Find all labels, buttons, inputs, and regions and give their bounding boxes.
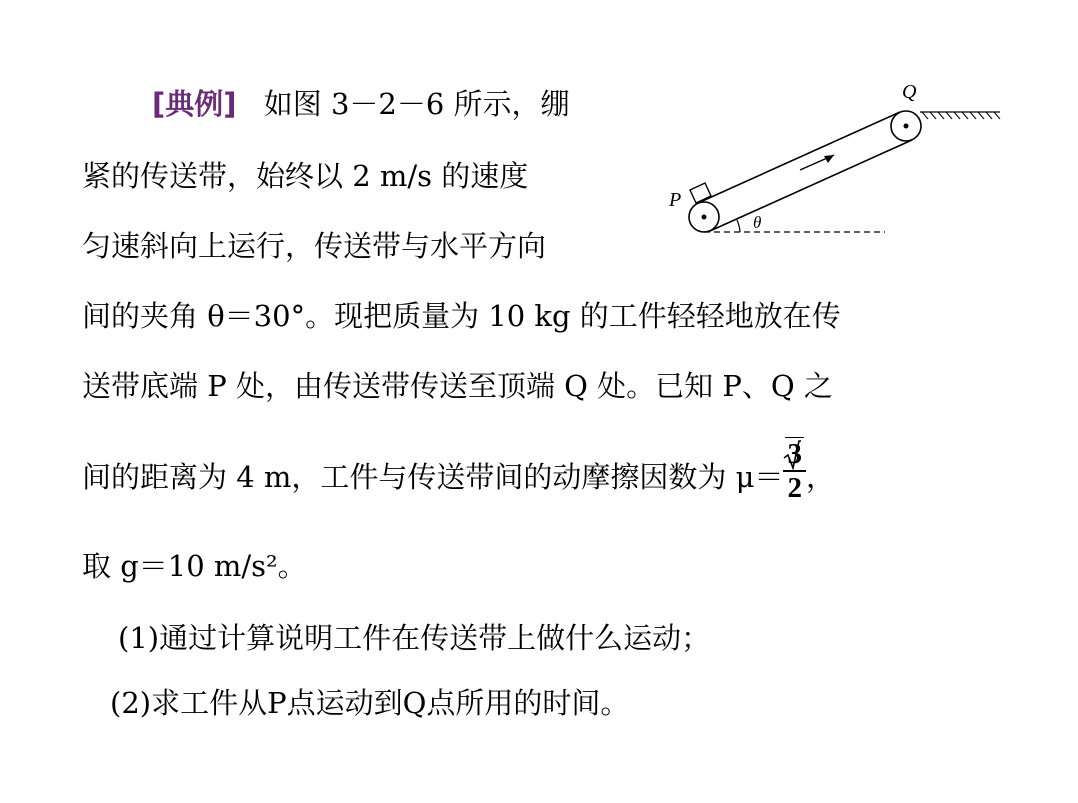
label-p: P: [669, 189, 682, 211]
mu-numerator: 3: [783, 438, 806, 470]
mu-denominator: 2: [783, 470, 806, 504]
friction-text: 间的距离为 4 m，工件与传送带间的动摩擦因数为 μ＝: [82, 460, 784, 494]
problem-intro-line-2: 紧的传送带，始终以 2 m/s 的速度: [82, 159, 529, 193]
problem-intro-line-3: 匀速斜向上运行，传送带与水平方向: [82, 229, 547, 263]
angle-arc: [737, 220, 740, 232]
intro-text-1: 如图 3－2－6 所示，绷: [263, 87, 570, 121]
question-2: (2)求工件从P点运动到Q点所用的时间。: [110, 686, 630, 720]
line6-end: ，: [805, 460, 835, 494]
problem-intro-line-5: 送带底端 P 处，由传送带传送至顶端 Q 处。已知 P、Q 之: [82, 369, 833, 403]
problem-intro-line-7: 取 g＝10 m/s²。: [82, 549, 307, 583]
conveyor-belt-diagram: [660, 72, 1005, 242]
workpiece-block: [690, 183, 711, 203]
sqrt-sign-icon: [783, 440, 801, 470]
problem-intro-line-6: [82, 438, 835, 512]
question-1: (1)通过计算说明工件在传送带上做什么运动；: [118, 621, 711, 655]
mu-fraction: [783, 438, 806, 504]
label-q: Q: [902, 81, 917, 103]
example-tag: [典例]: [152, 87, 237, 121]
problem-intro-line-4: 间的夹角 θ＝30°。现把质量为 10 kg 的工件轻轻地放在传: [82, 299, 841, 333]
label-theta: θ: [753, 213, 762, 232]
problem-intro-line-1: [152, 84, 570, 124]
